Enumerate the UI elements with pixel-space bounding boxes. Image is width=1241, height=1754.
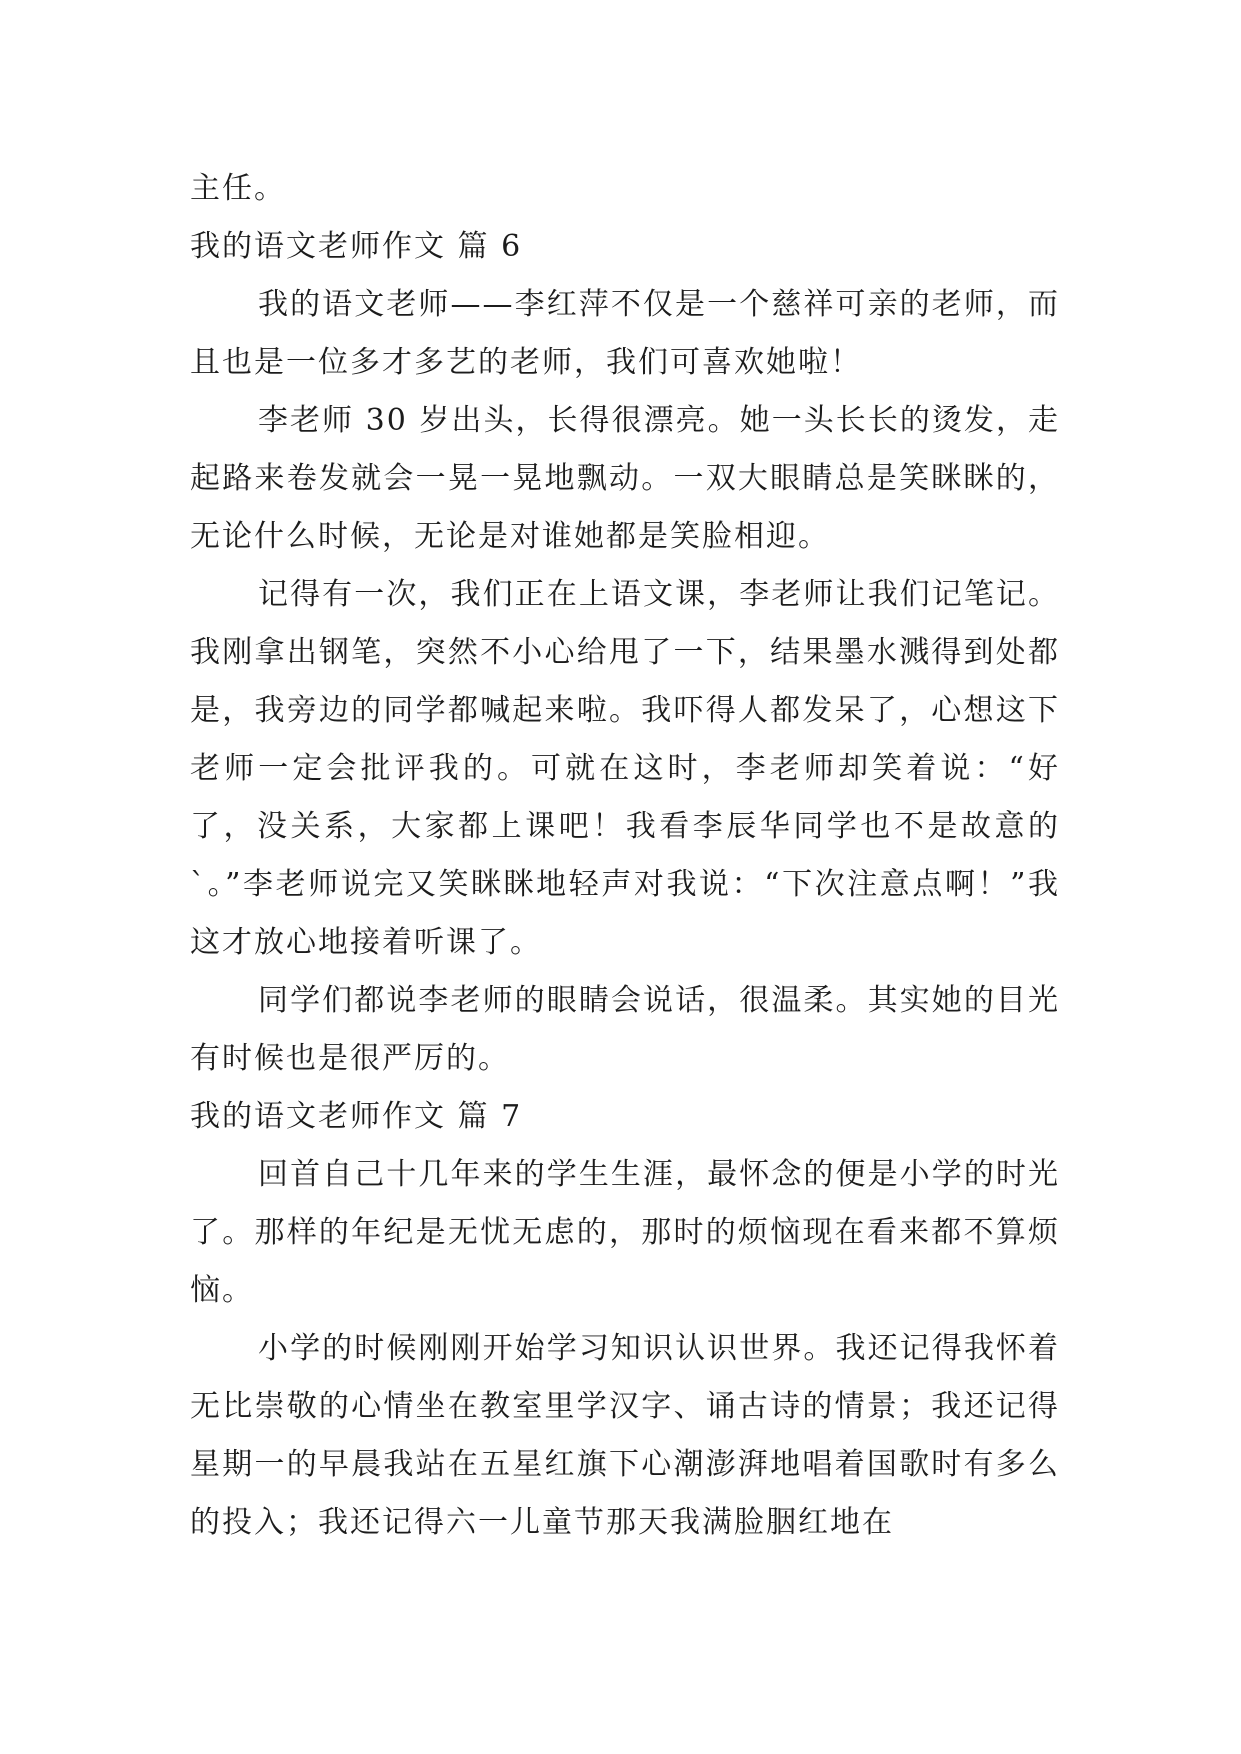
section-heading-7: 我的语文老师作文 篇 7	[190, 1099, 523, 1134]
continuation-text: 主任。	[190, 171, 286, 206]
paragraph: 李老师 30 岁出头，长得很漂亮。她一头长长的烫发，走起路来卷发就会一晃一晃地飘动。一双大眼睛总是笑眯眯的，无论什么时候，无论是对谁她都是笑脸相迎。	[190, 403, 1060, 554]
paragraph: 记得有一次，我们正在上语文课，李老师让我们记笔记。我刚拿出钢笔，突然不小心给甩了一下，结果墨水溅得到处都是，我旁边的同学都喊起来啦。我吓得人都发呆了，心想这下老师一定会批评我的。可就在这时，李老师却笑着说：“好了，没关系，大家都上课吧！我看李辰华同学也不是故意的`。”李老师说完又笑眯眯地轻声对我说：“下次注意点啊！”我这才放心地接着听课了。	[190, 577, 1060, 960]
paragraph: 回首自己十几年来的学生生涯，最怀念的便是小学的时光了。那样的年纪是无忧无虑的，那时的烦恼现在看来都不算烦恼。	[190, 1157, 1060, 1308]
section-heading-6: 我的语文老师作文 篇 6	[190, 229, 523, 264]
paragraph: 小学的时候刚刚开始学习知识认识世界。我还记得我怀着无比崇敬的心情坐在教室里学汉字、诵古诗的情景；我还记得星期一的早晨我站在五星红旗下心潮澎湃地唱着国歌时有多么的投入；我还记得六一儿童节那天我满脸胭红地在	[190, 1331, 1060, 1540]
document-page	[190, 160, 1060, 1552]
paragraph: 我的语文老师——李红萍不仅是一个慈祥可亲的老师，而且也是一位多才多艺的老师，我们可喜欢她啦！	[190, 287, 1060, 380]
paragraph: 同学们都说李老师的眼睛会说话，很温柔。其实她的目光有时候也是很严厉的。	[190, 983, 1060, 1076]
